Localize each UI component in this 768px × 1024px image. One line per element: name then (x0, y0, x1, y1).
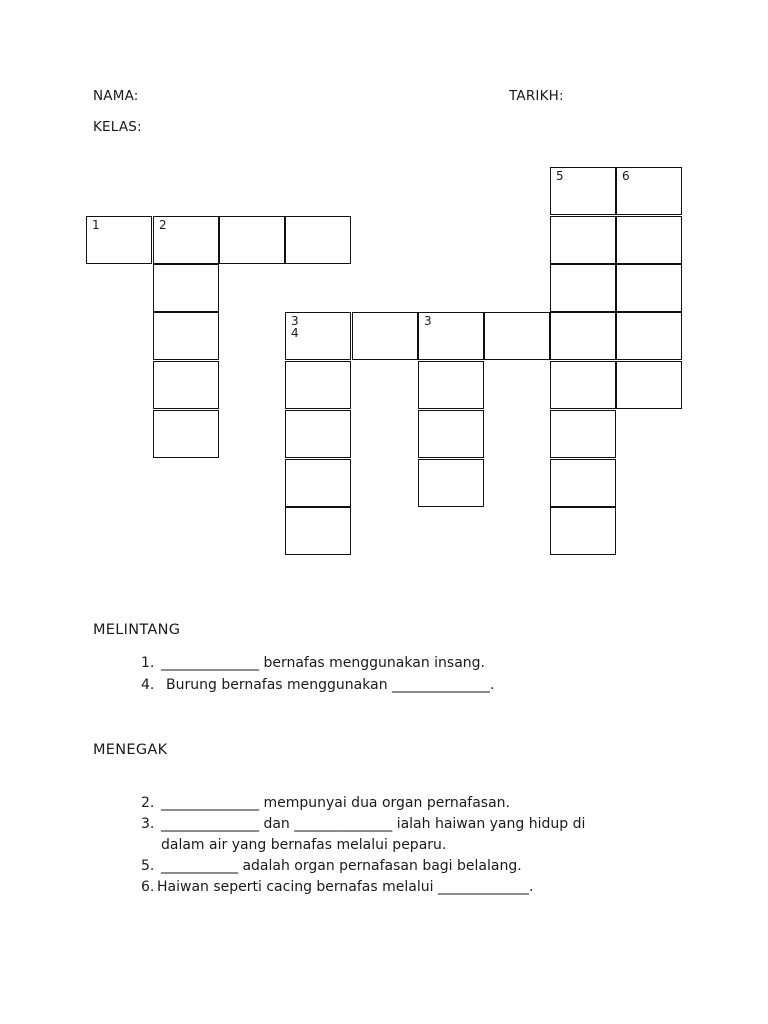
crossword-cell[interactable] (550, 167, 616, 215)
crossword-cell[interactable] (616, 167, 682, 215)
crossword-cell[interactable] (153, 216, 219, 264)
crossword-cell[interactable] (550, 361, 616, 409)
clue-number-label: 3 4 (291, 314, 299, 340)
crossword-cell[interactable] (616, 264, 682, 312)
crossword-cell[interactable] (285, 361, 351, 409)
crossword-cell[interactable] (418, 361, 484, 409)
crossword-cell[interactable] (153, 361, 219, 409)
crossword-cell[interactable] (153, 312, 219, 360)
crossword-cell[interactable] (153, 264, 219, 312)
clue-across-4-text: Burung bernafas menggunakan ______________. (166, 677, 495, 693)
clue-across-1-number: 1. (141, 655, 155, 671)
tarikh-label: TARIKH: (509, 88, 564, 104)
crossword-cell[interactable] (418, 459, 484, 507)
clue-down-5-number: 5. (141, 858, 155, 874)
menegak-title: MENEGAK (93, 742, 168, 758)
crossword-cell[interactable] (86, 216, 152, 264)
clue-down-2-number: 2. (141, 795, 155, 811)
clue-number-label: 3 (424, 314, 432, 328)
crossword-cell[interactable] (285, 459, 351, 507)
crossword-cell[interactable] (484, 312, 550, 360)
crossword-cell[interactable] (616, 216, 682, 264)
clue-down-5-text: ___________ adalah organ pernafasan bagi belalang. (161, 858, 522, 874)
clue-number-label: 1 (92, 218, 100, 232)
crossword-cell[interactable] (550, 410, 616, 458)
crossword-cell[interactable] (550, 459, 616, 507)
clue-down-3-continuation: dalam air yang bernafas melalui peparu. (161, 837, 447, 853)
clue-down-6-text: Haiwan seperti cacing bernafas melalui _____________. (157, 879, 534, 895)
clue-number-label: 2 (159, 218, 167, 232)
clue-across-4-number: 4. (141, 677, 155, 693)
crossword-cell[interactable] (616, 312, 682, 360)
crossword-cell[interactable] (550, 312, 616, 360)
crossword-cell[interactable] (418, 312, 484, 360)
clue-across-1-text: ______________ bernafas menggunakan insang. (161, 655, 485, 671)
crossword-cell[interactable] (285, 507, 351, 555)
clue-down-3-number: 3. (141, 816, 155, 832)
crossword-cell[interactable] (153, 410, 219, 458)
crossword-cell[interactable] (285, 216, 351, 264)
clue-down-2-text: ______________ mempunyai dua organ pernafasan. (161, 795, 510, 811)
kelas-label: KELAS: (93, 119, 142, 135)
crossword-cell[interactable] (550, 264, 616, 312)
melintang-title: MELINTANG (93, 622, 181, 638)
crossword-cell[interactable] (550, 216, 616, 264)
crossword-cell[interactable] (616, 361, 682, 409)
clue-number-label: 5 (556, 169, 564, 183)
crossword-cell[interactable] (352, 312, 418, 360)
clue-down-6-number: 6. (141, 879, 155, 895)
nama-label: NAMA: (93, 88, 139, 104)
crossword-cell[interactable] (219, 216, 285, 264)
crossword-cell[interactable] (550, 507, 616, 555)
crossword-cell[interactable] (285, 312, 351, 360)
clue-number-label: 6 (622, 169, 630, 183)
clue-down-3-text: ______________ dan ______________ ialah haiwan yang hidup di (161, 816, 586, 832)
crossword-cell[interactable] (418, 410, 484, 458)
crossword-cell[interactable] (285, 410, 351, 458)
